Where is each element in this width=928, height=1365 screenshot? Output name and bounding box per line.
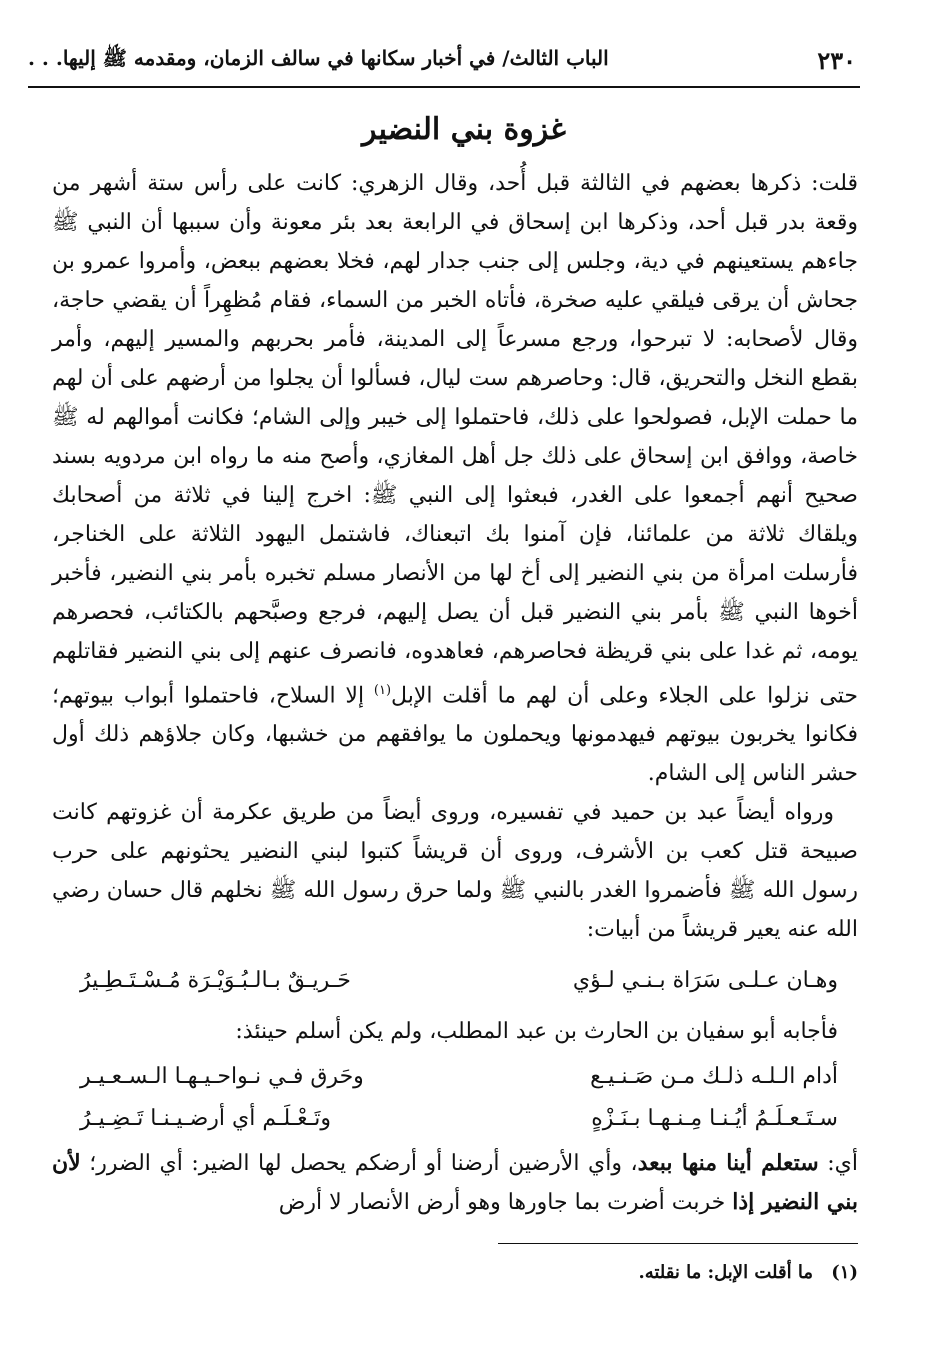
body-text [52, 164, 858, 949]
paragraph: ورواه أيضاً عبد بن حميد في تفسيره، وروى أيضاً من طريق عكرمة أن غزوتهم كانت صبيحة قتل كعب بن الأشرف، وروى أن قريشاً كتبوا لبني النضير يحثونهم على حرب رسول الله ﷺ فأضمروا الغدر بالنبي ﷺ ولما حرق رسول الله ﷺ نخلهم قال حسان رضي الله عنه يعير قريشاً من أبيات: [52, 800, 858, 943]
reply-intro: فأجابه أبو سفيان بن الحارث بن عبد المطلب، ولم يكن أسلم حينئذ: [235, 1019, 838, 1044]
explanation-lead: أي: [818, 1151, 858, 1176]
explanation-bold: ستعلم أينا منها ببعد [637, 1150, 819, 1176]
footnote-divider [498, 1243, 858, 1244]
verse-first-hemistich: سـتَـعـلَـمُ أيُـنـا مِـنـهـا بـنَـزْهٍ [591, 1106, 838, 1131]
footnote-marker: (١) [373, 683, 392, 698]
verse-second-hemistich: وحَرق فـي نـواحـيـهـا الـسـعـيـر [80, 1064, 364, 1089]
chapter-title: الباب الثالث/ في أخبار سكانها في سالف الزمان، ومقدمه ﷺ إليها. . . [28, 45, 609, 70]
verse-line [80, 1104, 838, 1134]
header-divider [28, 86, 860, 88]
paragraph-1-end: إلا السلاح، فاحتملوا أبواب بيوتهم؛ فكانوا يخربون بيوتهم فيهدمونها ويحملون ما يوافقهم من خشبها، وكان جلاؤهم ذلك أول حشر الناس إلى الشام. [52, 683, 858, 787]
footnote-text: ما أقلت الإبل: ما نقلته. [638, 1262, 813, 1283]
paragraph [52, 164, 858, 793]
explanation-text [52, 1144, 858, 1222]
running-header [28, 42, 856, 78]
verse-first-hemistich: وهـان عـلـى سَرَاة بـنـي لـؤي [572, 968, 838, 993]
explanation-bold: لأن بني النضير إذا [52, 1150, 858, 1215]
verse-second-hemistich: حَـريـقٌ بـالـبُـوَيْـرَة مُـسْـتَـطِـيرُ [80, 968, 351, 993]
verse-line [80, 966, 838, 996]
footnote-number: (١) [831, 1262, 858, 1283]
verse-second-hemistich: وتَـعْـلَـم أي أرضـيـنـا تَـضِـيـرُ [80, 1106, 331, 1131]
explanation-text-part: ، وأي الأرضين أرضنا أو أرضكم يحصل لها الضير: أي الضرر؛ [80, 1151, 638, 1176]
paragraph-1-text: قلت: ذكرها بعضهم في الثالثة قبل أُحد، وقال الزهري: كانت على رأس ستة أشهر من وقعة بدر قبل أحد، وذكرها ابن إسحاق في الرابعة بعد بئر معونة وأن سببها أن النبي ﷺ جاءهم يستعينهم في دية، وجلس إلى جنب جدار لهم، فخلا بعضهم ببعض، وأمروا عمرو بن جحاش أن يرقى فيلقي عليه صخرة، فأتاه الخبر من السماء، فقام مُظهِراً أن يقضي حاجة، وقال لأصحابه: لا تبرحوا، ورجع مسرعاً إلى المدينة، فأمر بحربهم والمسير إليهم، وأمر بقطع النخل والتحريق، قال: وحاصرهم ست ليال، فسألوا أن يجلوا من أرضهم على أن لهم ما حملت الإبل، فصولحوا على ذلك، فاحتملوا إلى خيبر وإلى الشام؛ فكانت أموالهم له ﷺ خاصة، ووافق ابن إسحاق على ذلك جل أهل المغازي، وأصح منه ما رواه ابن مردويه بسند صحيح أنهم أجمعوا على الغدر، فبعثوا إلى النبي ﷺ: اخرج إلينا في ثلاثة من أصحابك ويلقاك ثلاثة من علمائنا، فإن آمنوا بك اتبعناك، فاشتمل اليهود الثلاثة على الخناجر، فأرسلت امرأة من بني النضير إلى أخ لها من الأنصار مسلم تخبره بأمر بني النضير، فأخبر أخوها النبي ﷺ بأمر بني النضير قبل أن يصل إليهم، فرجع وصبَّحهم بالكتائب، فحصرهم يومه، ثم غدا على بني قريظة فحاصرهم، فعاهدوه، فانصرف عنهم إلى بني النضير فقاتلهم حتى نزلوا على الجلاء وعلى أن لهم ما أقلت الإبل [52, 171, 858, 709]
section-title: غزوة بني النضير [362, 112, 566, 147]
verse-line [80, 1062, 838, 1092]
page-number: ٢٣٠ [817, 45, 856, 75]
verse-first-hemistich: أدام الـلـه ذلـك مـن صَـنـيـع [590, 1064, 838, 1089]
paragraph [52, 1144, 858, 1222]
footnote [52, 1262, 858, 1283]
explanation-text-part: خربت أضرت بما جاورها وهو أرض الأنصار لا أرض [278, 1190, 733, 1215]
